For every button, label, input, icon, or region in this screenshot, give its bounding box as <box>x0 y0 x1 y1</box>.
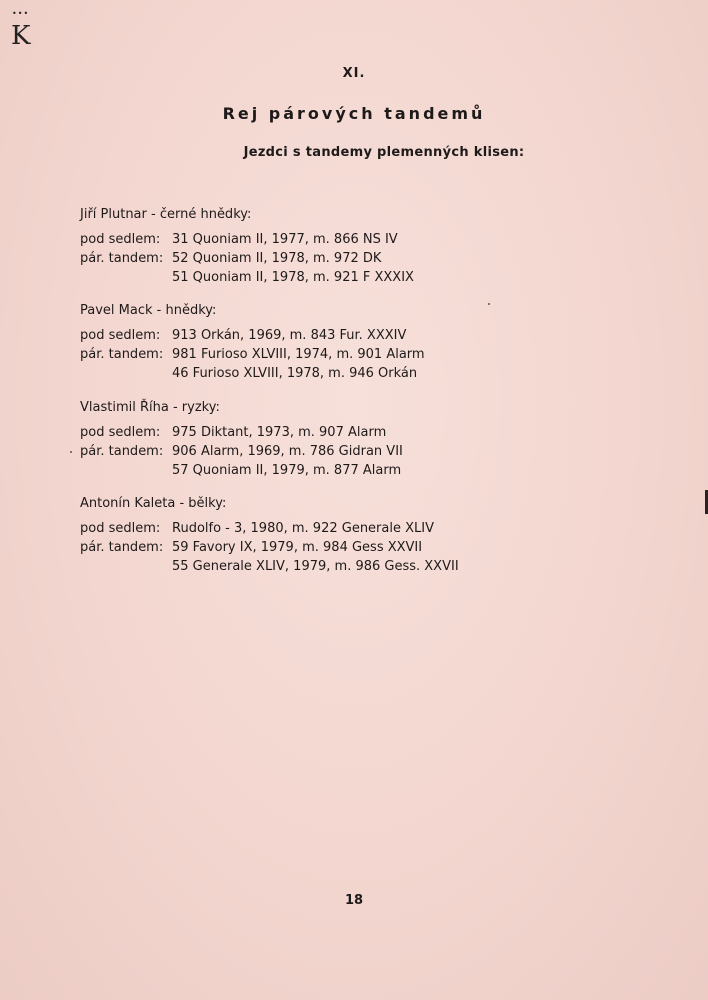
entry-row <box>80 442 640 461</box>
chapter-number: XI. <box>342 66 366 81</box>
entry-row <box>80 364 640 383</box>
entry-value: 981 Furioso XLVIII, 1974, m. 901 Alarm <box>172 347 425 362</box>
entry-label: pod sedlem: <box>80 425 161 440</box>
page-number: 18 <box>344 893 364 908</box>
entry-label: pár. tandem: <box>80 347 164 362</box>
entry-value: 52 Quoniam II, 1978, m. 972 DK <box>172 251 382 266</box>
entry-label <box>80 461 172 480</box>
rider-group <box>80 398 640 480</box>
rider-name: Pavel Mack - hnědky: <box>80 303 217 318</box>
entry-value: 31 Quoniam II, 1977, m. 866 NS IV <box>172 232 398 247</box>
entry-label <box>80 557 172 576</box>
entry-value: 55 Generale XLIV, 1979, m. 986 Gess. XXVII <box>172 559 459 574</box>
logo-dots: ••• <box>12 9 30 18</box>
entry-row <box>80 519 640 538</box>
entry-row <box>80 557 640 576</box>
entry-value: 59 Favory IX, 1979, m. 984 Gess XXVII <box>172 540 423 555</box>
entry-row <box>80 461 640 480</box>
entry-label: pod sedlem: <box>80 232 161 247</box>
rider-group <box>80 494 640 576</box>
rider-name: Antonín Kaleta - bělky: <box>80 496 227 511</box>
entry-row <box>80 423 640 442</box>
paper-speck <box>488 303 490 305</box>
entry-row <box>80 538 640 557</box>
rider-name: Jiří Plutnar - černé hnědky: <box>80 207 252 222</box>
entry-row <box>80 249 640 268</box>
entry-label: pod sedlem: <box>80 521 161 536</box>
entry-value: 57 Quoniam II, 1979, m. 877 Alarm <box>172 463 402 478</box>
entry-label: pár. tandem: <box>80 444 164 459</box>
entry-row <box>80 345 640 364</box>
rider-name: Vlastimil Říha - ryzky: <box>80 400 220 415</box>
entry-label: pár. tandem: <box>80 540 164 555</box>
logo-letter: K <box>11 21 31 51</box>
page-title: Rej párových tandemů <box>222 104 486 123</box>
paper-speck <box>70 451 72 453</box>
entry-label: pod sedlem: <box>80 328 161 343</box>
rider-group <box>80 301 640 383</box>
entry-label <box>80 268 172 287</box>
entry-label <box>80 364 172 383</box>
page-subtitle: Jezdci s tandemy plemenných klisen: <box>243 145 525 160</box>
entry-value: Rudolfo - 3, 1980, m. 922 Generale XLIV <box>172 521 434 536</box>
entry-value: 906 Alarm, 1969, m. 786 Gidran VII <box>172 444 403 459</box>
publisher-logo <box>10 10 34 50</box>
rider-group <box>80 205 640 287</box>
entry-label: pár. tandem: <box>80 251 164 266</box>
entry-row <box>80 230 640 249</box>
entry-value: 51 Quoniam II, 1978, m. 921 F XXXIX <box>172 270 414 285</box>
entry-row <box>80 326 640 345</box>
entry-value: 975 Diktant, 1973, m. 907 Alarm <box>172 425 387 440</box>
entry-row <box>80 268 640 287</box>
entry-value: 46 Furioso XLVIII, 1978, m. 946 Orkán <box>172 366 418 381</box>
entry-value: 913 Orkán, 1969, m. 843 Fur. XXXIV <box>172 328 407 343</box>
